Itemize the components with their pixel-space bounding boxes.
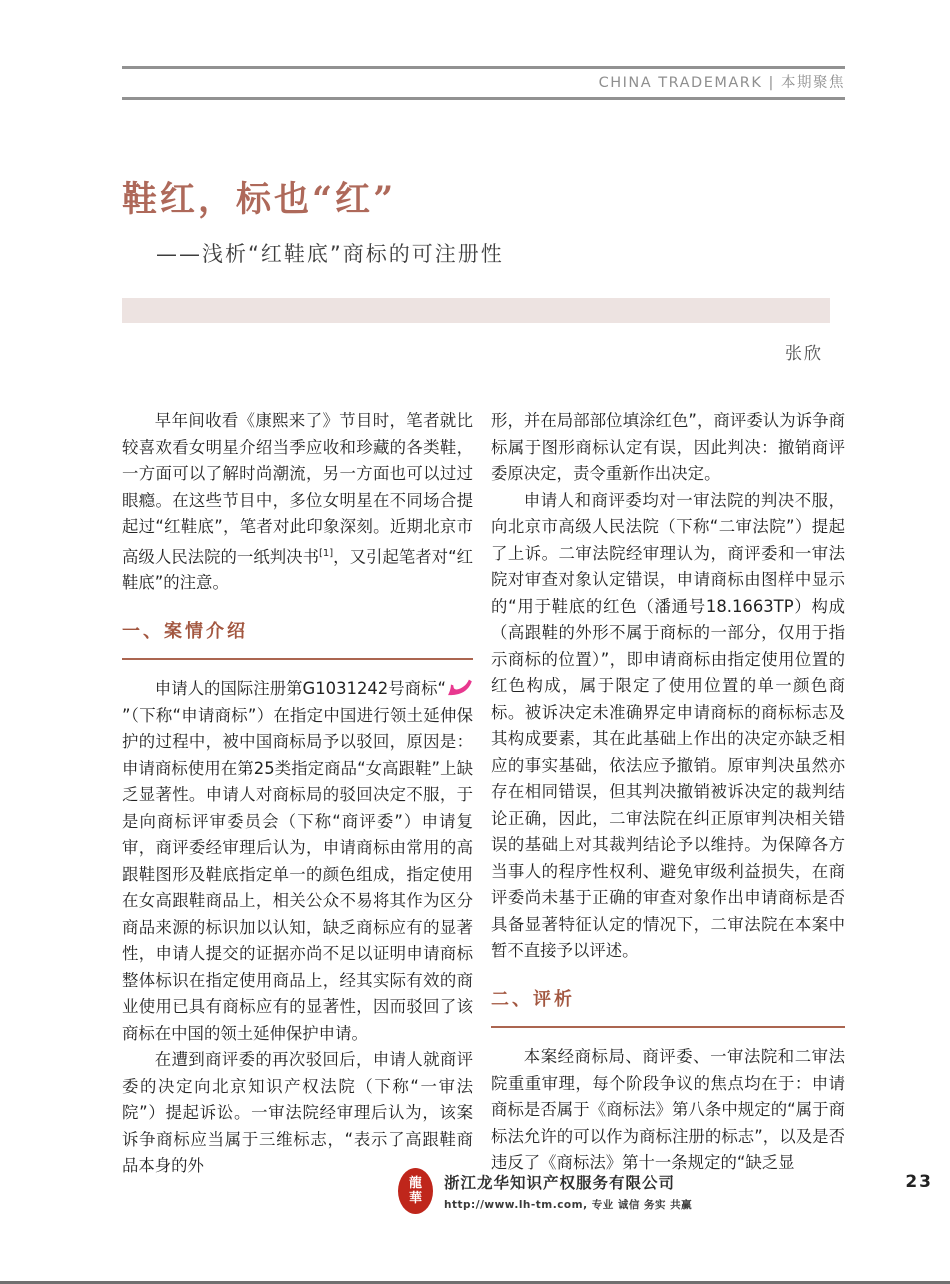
decorative-highlight-bar <box>122 298 830 323</box>
page-content <box>122 0 845 1180</box>
footer-brand <box>398 1168 692 1214</box>
company-name: 浙江龙华知识产权服务有限公司 <box>444 1173 676 1192</box>
appeal-paragraph: 申请人和商评委均对一审法院的判决不服，向北京市高级人民法院（下称“二审法院”）提起了上诉。二审法院经审理认为，商评委和一审法院对审查对象认定错误，申请商标由图样中显示的“用于鞋底的红色（潘通号18.1663TP）构成（高跟鞋的外形不属于商标的一部分，仅用于指示商标的位置）”，即申请商标由指定使用位置的红色构成，属于限定了使用位置的单一颜色商标。被诉决定未准确界定申请商标的商标标志及其构成要素，其在此基础上作出的决定亦缺乏相应的事实基础，依法应予撤销。原审判决虽然亦存在相同错误，但其判决撤销被诉决定的裁判结论正确，因此，二审法院在纠正原审判决相关错误的基础上对其裁判结论予以维持。为保障各方当事人的程序性权利、避免审级利益损失，在商评委尚未基于正确的审查对象作出申请商标是否具备显著特征认定的情况下，二审法院在本案中暂不直接予以评述。 <box>491 490 845 960</box>
paragraph-text: 申请人的国际注册第G1031242号商标“ <box>154 679 446 699</box>
article-subtitle: ——浅析“红鞋底”商标的可注册性 <box>156 242 504 266</box>
continuation-paragraph: 形，并在局部部位填涂红色”，商评委认为诉争商标属于图形商标认定有误，因此判决：撤销商评委原决定，责令重新作出决定。 <box>491 411 845 483</box>
article-body <box>122 408 845 1180</box>
company-tagline: http://www.lh-tm.com, 专业 诚信 务实 共赢 <box>444 1198 693 1211</box>
company-seal-logo-icon <box>398 1168 433 1214</box>
analysis-paragraph: 本案经商标局、商评委、一审法院和二审法院重重审理，每个阶段争议的焦点均在于：申请商标是否属于《商标法》第八条中规定的“属于商标法允许的可以作为商标注册的标志”，以及是否违反了《商标法》第十一条规定的“缺乏显 <box>491 1047 845 1172</box>
case-paragraph: 在遭到商评委的再次驳回后，申请人就商评委的决定向北京知识产权法院（下称“一审法院”）提起诉讼。一审法院经审理后认为，该案诉争商标应当属于三维标志，“表示了高跟鞋商品本身的外 <box>122 1050 473 1176</box>
case-paragraph <box>122 676 473 1047</box>
section-heading-analysis: 二、评析 <box>491 987 845 1029</box>
right-column <box>491 408 845 1180</box>
section-heading-case-intro: 一、案情介绍 <box>122 619 473 661</box>
logo-char-bottom: 華 <box>408 1191 422 1206</box>
left-column <box>122 408 473 1180</box>
footer-text-block <box>444 1171 692 1212</box>
header-label: CHINA TRADEMARK | 本期聚焦 <box>598 75 845 91</box>
article-title: 鞋红，标也“红” <box>122 179 397 220</box>
paragraph-text: ”（下称“申请商标”）在指定中国进行领土延伸保护的过程中，被中国商标局予以驳回，原因是：申请商标使用在第25类指定商品“女高跟鞋”上缺乏显著性。申请人对商标局的驳回决定不服，于是向商标评审委员会（下称“商评委”）申请复审，商评委经审理后认为，申请商标由常用的高跟鞋图形及鞋底指定单一的颜色组成，指定使用在女高跟鞋商品上，相关公众不易将其作为区分商品来源的标识加以认知，缺乏商标应有的显著性，申请人提交的证据亦尚不足以证明申请商标整体标识在指定使用商品上，经其实际有效的商业使用已具有商标应有的显著性，因而驳回了该商标在中国的领土延伸保护申请。 <box>122 705 473 1043</box>
high-heel-shoe-icon <box>446 678 473 696</box>
paragraph-text: 早年间收看《康熙来了》节目时，笔者就比较喜欢看女明星介绍当季应收和珍藏的各类鞋，一方面可以了解时尚潮流，另一方面也可以过过眼瘾。在这些节目中，多位女明星在不同场合提起过“红鞋底”，笔者对此印象深刻。近期北京市高级人民法院的一纸判决书 <box>122 411 473 566</box>
footnote-ref: [1] <box>318 547 334 559</box>
intro-paragraph <box>122 408 473 597</box>
paragraph-text: ，又引起笔者对“红鞋底”的注意。 <box>122 546 473 593</box>
page-number: 23 <box>905 1172 933 1192</box>
page-header <box>122 66 845 100</box>
logo-char-top: 龍 <box>408 1176 422 1191</box>
author-name: 张欣 <box>785 344 823 364</box>
